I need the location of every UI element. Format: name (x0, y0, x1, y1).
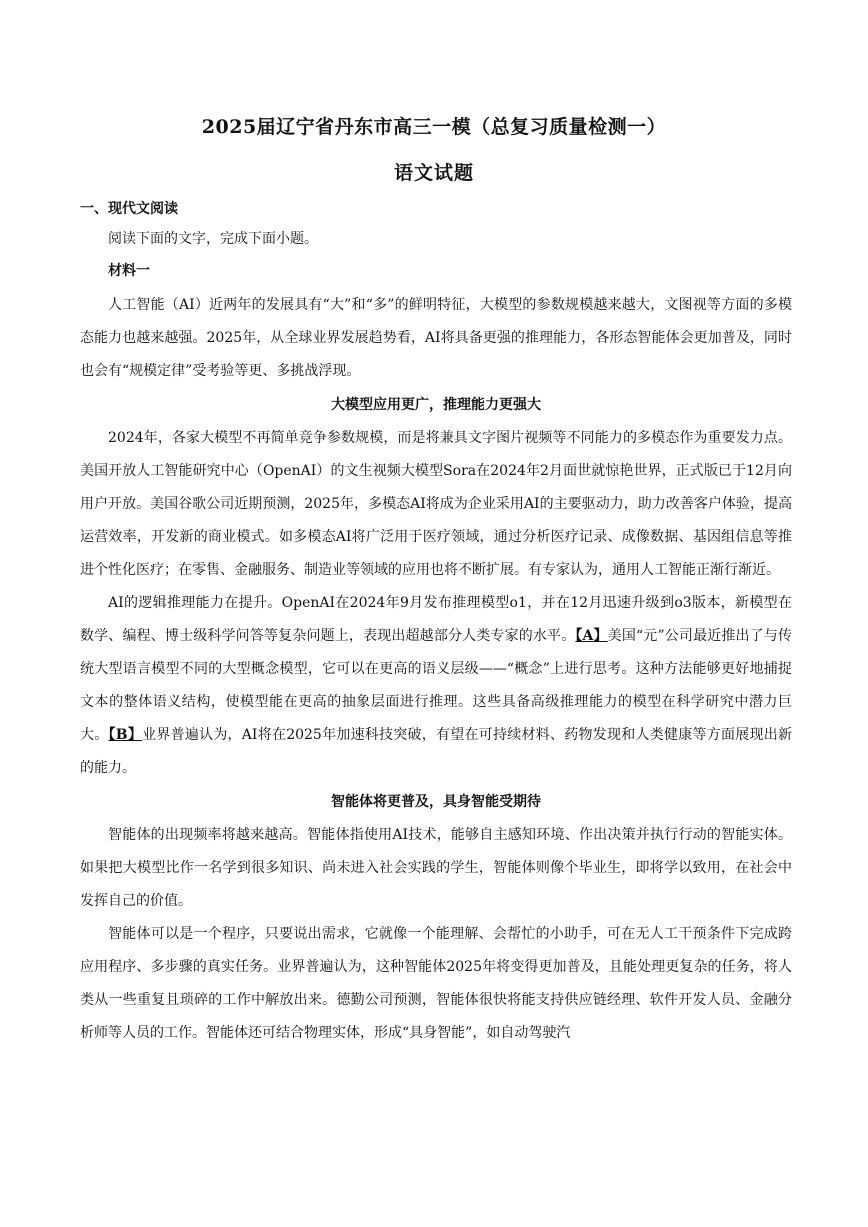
material-label: 材料一 (108, 263, 150, 279)
document-subtitle: 语文试题 (393, 162, 474, 184)
paragraph-3-part-c: 业界普遍认为，AI将在2025年加速科技突破，有望在可持续材料、药物发现和人类健康等方面展现出新的能力。 (80, 727, 792, 776)
paragraph-3 (80, 587, 792, 785)
paragraph-4: 智能体的出现频率将越来越高。智能体指使用AI技术，能够自主感知环境、作出决策并执行行动的智能实体。如果把大模型比作一名学到很多知识、尚未进入社会实践的学生，智能体则像个毕业生，即将学以致用，在社会中发挥自己的价值。 (80, 827, 792, 909)
paragraph-3-part-b: 美国“元”公司最近推出了与传统大型语言模型不同的大型概念模型，它可以在更高的语义层级——“概念”上进行思考。这种方法能够更好地捕捉文本的整体语义结构，使模型能在更高的抽象层面进行推理。这些具备高级推理能力的模型在科学研究中潜力巨大。 (80, 628, 792, 743)
subheading-1: 大模型应用更广，推理能力更强大 (331, 397, 541, 413)
marker-b: 【B】 (108, 727, 143, 743)
document-title: 2025届辽宁省丹东市高三一模（总复习质量检测一） (201, 116, 667, 138)
document-body (80, 198, 792, 1050)
section-heading: 一、现代文阅读 (80, 201, 178, 217)
marker-a: 【A】 (575, 628, 608, 644)
paragraph-5: 智能体可以是一个程序，只要说出需求，它就像一个能理解、会帮忙的小助手，可在无人工干预条件下完成跨应用程序、多步骤的真实任务。业界普遍认为，这种智能体2025年将变得更加普及，且能处理更复杂的任务，将人类从一些重复且琐碎的工作中解放出来。德勤公司预测，智能体很快将能支持供应链经理、软件开发人员、金融分析师等人员的工作。智能体还可结合物理实体，形成“具身智能”，如自动驾驶汽 (80, 926, 792, 1041)
paragraph-1: 人工智能（AI）近两年的发展具有“大”和“多”的鲜明特征，大模型的参数规模越来越大，文图视等方面的多模态能力也越来越强。2025年，从全球业界发展趋势看，AI将具备更强的推理能力，各形态智能体会更加普及，同时也会有“规模定律”受考验等更、多挑战浮现。 (80, 297, 792, 379)
paragraph-2: 2024年，各家大模型不再简单竞争参数规模，而是将兼具文字图片视频等不同能力的多模态作为重要发力点。美国开放人工智能研究中心（OpenAI）的文生视频大模型Sora在2024年2月面世就惊艳世界，正式版已于12月向用户开放。美国谷歌公司近期预测，2025年，多模态AI将成为企业采用AI的主要驱动力，助力改善客户体验，提高运营效率，开发新的商业模式。如多模态AI将广泛用于医疗领域，通过分析医疗记录、成像数据、基因组信息等推进个性化医疗；在零售、金融服务、制造业等领域的应用也将不断扩展。有专家认为，通用人工智能正渐行渐近。 (80, 430, 792, 578)
reading-instruction: 阅读下面的文字，完成下面小题。 (108, 231, 318, 247)
paragraph-3-part-a: AI的逻辑推理能力在提升。OpenAI在2024年9月发布推理模型o1，并在12月迅速升级到o3版本，新模型在数学、编程、博士级科学问答等复杂问题上，表现出超越部分人类专家的水平。 (80, 595, 792, 644)
subheading-2: 智能体将更普及，具身智能受期待 (331, 794, 541, 810)
